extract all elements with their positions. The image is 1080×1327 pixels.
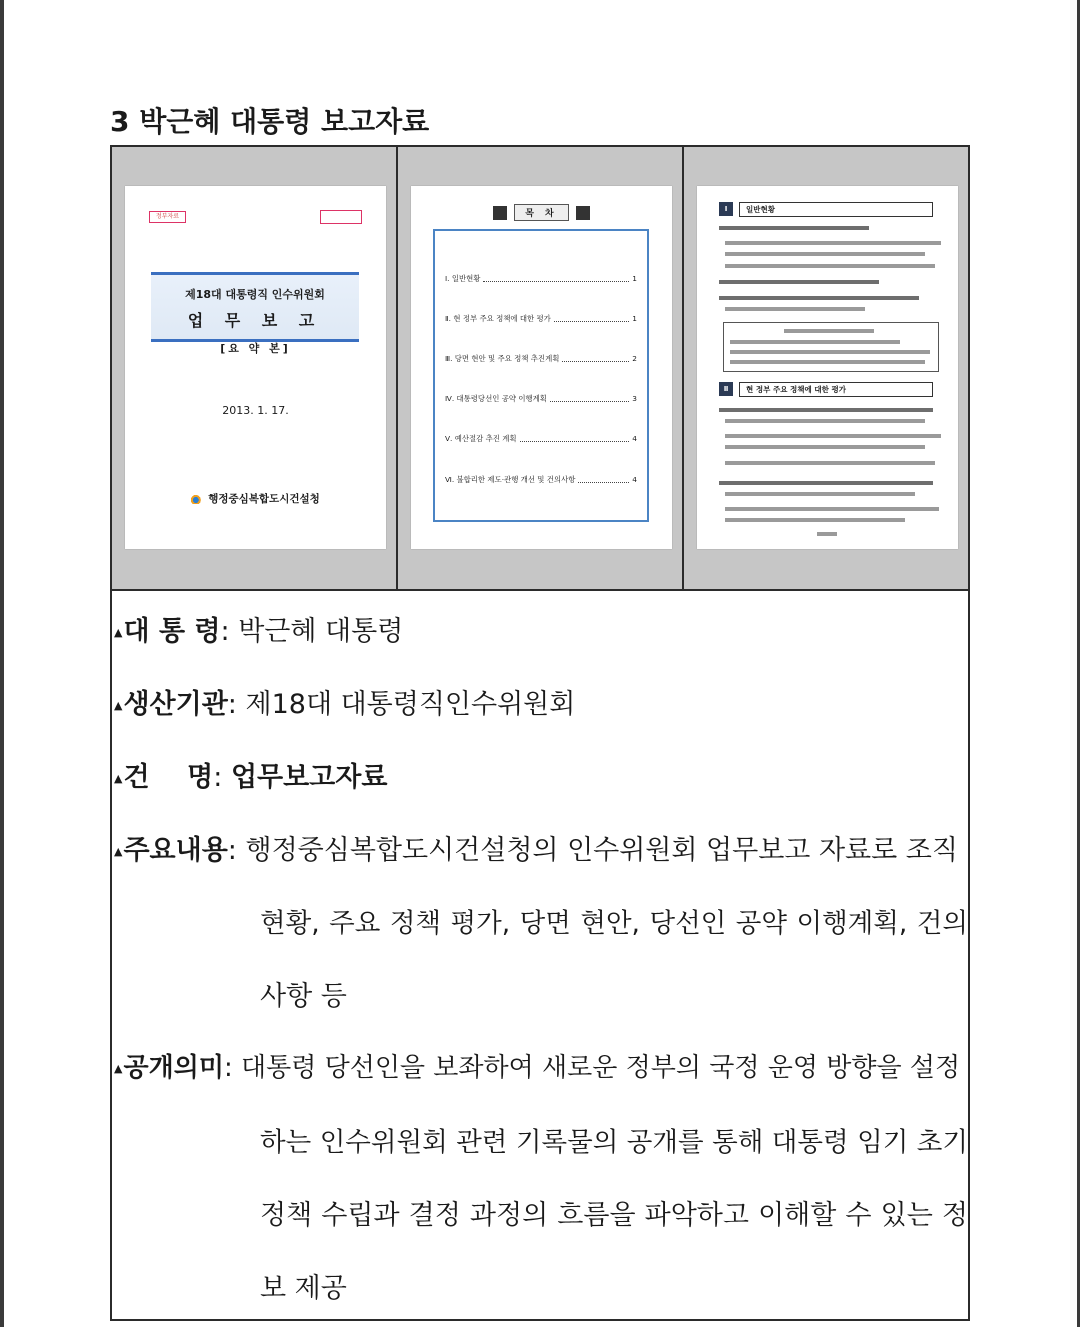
toc-item [445,313,637,324]
field-value-line: 사항 등 [260,981,347,1012]
toc-item-label: Ⅳ. 대통령당선인 공약 이행계획 [445,394,547,403]
bullet-triangle-icon: ▲ [114,699,123,712]
toc-item [445,393,637,404]
section-number: Ⅰ [719,202,733,216]
text-line [730,360,925,364]
thumbnail-row [112,147,968,591]
text-line [725,307,865,311]
toc-item [445,273,637,284]
field-label: 생산기관 [123,689,228,720]
field-value-line: 대통령 당선인을 보좌하여 새로운 정부의 국정 운영 방향을 설정 [240,1053,961,1083]
section-heading: 3 박근혜 대통령 보고자료 [110,105,430,138]
text-line [719,280,879,284]
page-edge-left [0,0,4,1327]
text-line [719,296,919,300]
toc-item-page: 4 [632,434,637,443]
field-label: 공개의미 [123,1053,224,1083]
cover-title: 제18대 대통령직 인수위원회 [185,288,325,301]
cover-page-image[interactable] [125,186,386,549]
toc-item-page: 2 [632,354,637,363]
bullet-triangle-icon: ▲ [114,626,123,639]
text-line [730,350,930,354]
toc-item [445,474,637,485]
toc-item-label: Ⅱ. 현 정부 주요 정책에 대한 평가 [445,314,551,323]
thumbnail-cell-cover [112,147,396,589]
section-title: 현 정부 주요 정책에 대한 평가 [739,382,933,397]
record-table [110,145,970,1321]
text-line [719,481,933,485]
text-line [725,419,925,423]
toc-header [411,202,672,221]
text-line [725,445,925,449]
field-separator: : [213,762,223,793]
text-line [725,241,941,245]
text-line [725,492,915,496]
text-line [725,461,935,465]
text-line [725,434,941,438]
field-value-line: 현황, 주요 정책 평가, 당면 현안, 당선인 공약 이행계획, 건의 [260,908,968,939]
bullet-triangle-icon: ▲ [114,845,123,858]
text-line [725,252,925,256]
text-line [719,408,933,412]
text-line [719,226,869,230]
toc-item-label: Ⅲ. 당면 현안 및 주요 정책 추진계획 [445,354,560,363]
field-value-line: 보 제공 [260,1273,347,1304]
toc-item-label: Ⅵ. 불합리한 제도·관행 개선 및 건의사항 [445,475,576,484]
field-separator: : [220,616,230,647]
cover-org-name: 행정중심복합도시건설청 [208,493,320,505]
field-value: 업무보고자료 [230,762,388,793]
toc-ornament-icon [576,206,590,220]
field-separator: : [223,1053,233,1083]
bullet-triangle-icon: ▲ [114,1062,123,1075]
toc-page-image[interactable] [411,186,672,549]
cover-title-band [151,272,359,342]
content-page-image[interactable] [697,186,958,549]
cover-brief-label: [요 약 본] [220,342,291,355]
field-separator: : [227,835,237,866]
cover-tag: 정부자료 [149,211,186,223]
field-title [114,755,387,794]
field-value-line: 행정중심복합도시건설청의 인수위원회 업무보고 자료로 조직 [245,835,958,866]
content-section-2 [719,382,933,396]
bullet-triangle-icon: ▲ [114,772,123,785]
toc-item-page: 1 [632,274,637,283]
org-logo-icon [191,494,203,504]
field-label: 주요내용 [123,835,228,866]
toc-item-page: 1 [632,314,637,323]
content-section-1 [719,202,933,216]
text-line [730,340,900,344]
toc-item-page: 3 [632,394,637,403]
field-label: 건 명 [123,762,214,793]
toc-item-label: Ⅰ. 일반현황 [445,274,481,283]
field-president [114,609,403,648]
text-line [784,329,874,333]
content-callout-box [723,322,939,372]
cover-date: 2013. 1. 17. [222,404,289,417]
toc-ornament-icon [493,206,507,220]
text-line [725,264,935,268]
field-separator: : [227,689,237,720]
field-value: 제18대 대통령직인수위원회 [245,689,576,720]
cover-stamp [320,210,362,224]
field-significance [114,1047,960,1084]
field-label: 대 통 령 [123,616,221,647]
cover-subtitle: 업 무 보 고 [187,311,323,330]
toc-item-label: Ⅴ. 예산절감 추진 계획 [445,434,517,443]
thumbnail-cell-content [682,147,968,589]
cover-org [125,491,386,506]
toc-header-label: 목 차 [514,204,569,221]
section-number: Ⅱ [719,382,733,396]
thumbnail-cell-toc [396,147,682,589]
field-summary [114,828,958,867]
section-title: 일반현황 [739,202,933,217]
text-line [725,518,905,522]
text-line [725,507,939,511]
toc-item [445,433,637,444]
field-value-line: 정책 수립과 결정 과정의 흐름을 파악하고 이해할 수 있는 정 [260,1200,968,1231]
page-number-mark [817,532,837,536]
toc-item-page: 4 [632,475,637,484]
toc-item [445,353,637,364]
field-value: 박근혜 대통령 [238,616,404,647]
field-producer [114,682,575,721]
toc-box [433,229,649,522]
field-value-line: 하는 인수위원회 관련 기록물의 공개를 통해 대통령 임기 초기 [260,1127,968,1158]
